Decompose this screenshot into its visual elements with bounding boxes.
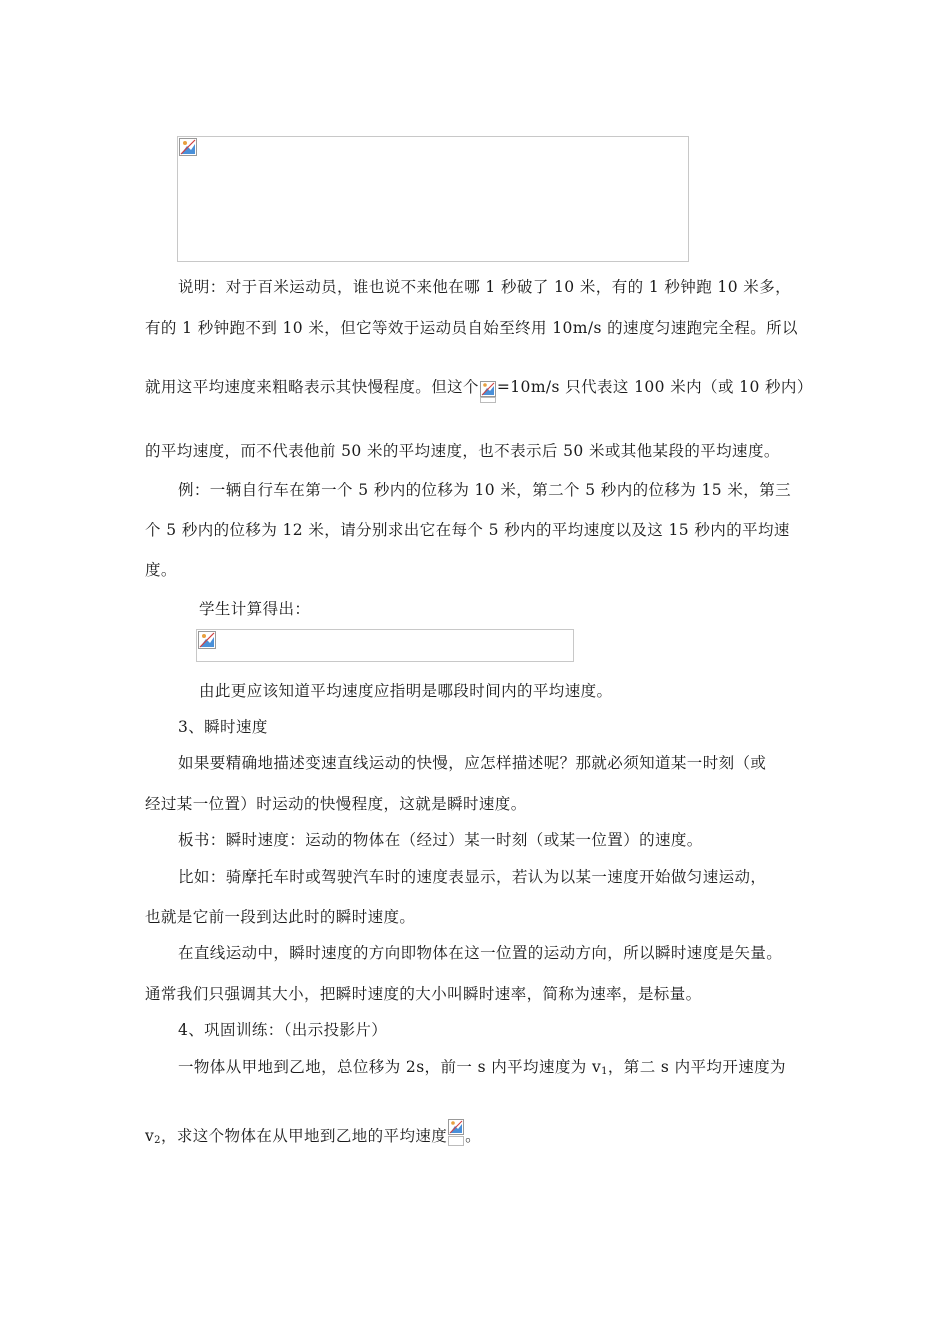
broken-image-icon [179, 138, 197, 156]
image-placeholder-calculation [196, 629, 574, 662]
text-segment: =10m/s 只代表这 100 米内（或 10 秒内） [496, 378, 813, 396]
paragraph-line: 通常我们只强调其大小，把瞬时速度的大小叫瞬时速率，简称为速率，是标量。 [145, 985, 702, 1003]
paragraph-line: 例：一辆自行车在第一个 5 秒内的位移为 10 米，第二个 5 秒内的位移为 15 米，第三 [178, 481, 791, 499]
broken-image-icon [480, 377, 496, 399]
paragraph-line: 个 5 秒内的位移为 12 米，请分别求出它在每个 5 秒内的平均速度以及这 15 秒内的平均速 [145, 521, 790, 539]
paragraph-line: 学生计算得出： [199, 600, 311, 618]
subscript: 1 [601, 1066, 608, 1077]
paragraph-line: 比如：骑摩托车时或驾驶汽车时的速度表显示，若认为以某一速度开始做匀速运动， [178, 868, 767, 886]
paragraph-line: 在直线运动中，瞬时速度的方向即物体在这一位置的运动方向，所以瞬时速度是矢量。 [178, 944, 783, 962]
text-segment: 一物体从甲地到乙地，总位移为 2s，前一 s 内平均速度为 v [178, 1058, 602, 1076]
image-placeholder-top [177, 136, 689, 262]
broken-image-icon [198, 631, 216, 649]
paragraph-line: 板书：瞬时速度：运动的物体在（经过）某一时刻（或某一位置）的速度。 [178, 831, 703, 849]
text-segment: 。 [465, 1127, 482, 1145]
text-segment: ，第二 s 内平均开速度为 [607, 1058, 786, 1076]
paragraph-line [145, 377, 813, 399]
paragraph-line [145, 1123, 481, 1151]
section-heading: 3、瞬时速度 [178, 718, 268, 736]
paragraph-line: 度。 [145, 561, 177, 579]
paragraph-line: 说明：对于百米运动员，谁也说不来他在哪 1 秒破了 10 米，有的 1 秒钟跑 10 米多， [178, 278, 791, 296]
paragraph-line [178, 1057, 786, 1082]
text-segment: ，求这个物体在从甲地到乙地的平均速度 [160, 1127, 448, 1145]
paragraph-line: 经过某一位置）时运动的快慢程度，这就是瞬时速度。 [145, 795, 527, 813]
broken-image-icon [448, 1123, 464, 1151]
paragraph-line: 如果要精确地描述变速直线运动的快慢，应怎样描述呢？那就必须知道某一时刻（或 [178, 754, 767, 772]
paragraph-line: 也就是它前一段到达此时的瞬时速度。 [145, 908, 416, 926]
text-segment: 就用这平均速度来粗略表示其快慢程度。但这个 [145, 378, 479, 396]
paragraph-line: 的平均速度，而不代表他前 50 米的平均速度，也不表示后 50 米或其他某段的平均速度。 [145, 442, 780, 460]
paragraph-line: 有的 1 秒钟跑不到 10 米，但它等效于运动员自始至终用 10m/s 的速度匀速跑完全程。所以 [145, 319, 798, 337]
text-segment: v [145, 1127, 155, 1145]
paragraph-line: 由此更应该知道平均速度应指明是哪段时间内的平均速度。 [199, 682, 613, 700]
subscript: 2 [154, 1135, 161, 1146]
section-heading: 4、巩固训练：（出示投影片） [178, 1021, 388, 1039]
